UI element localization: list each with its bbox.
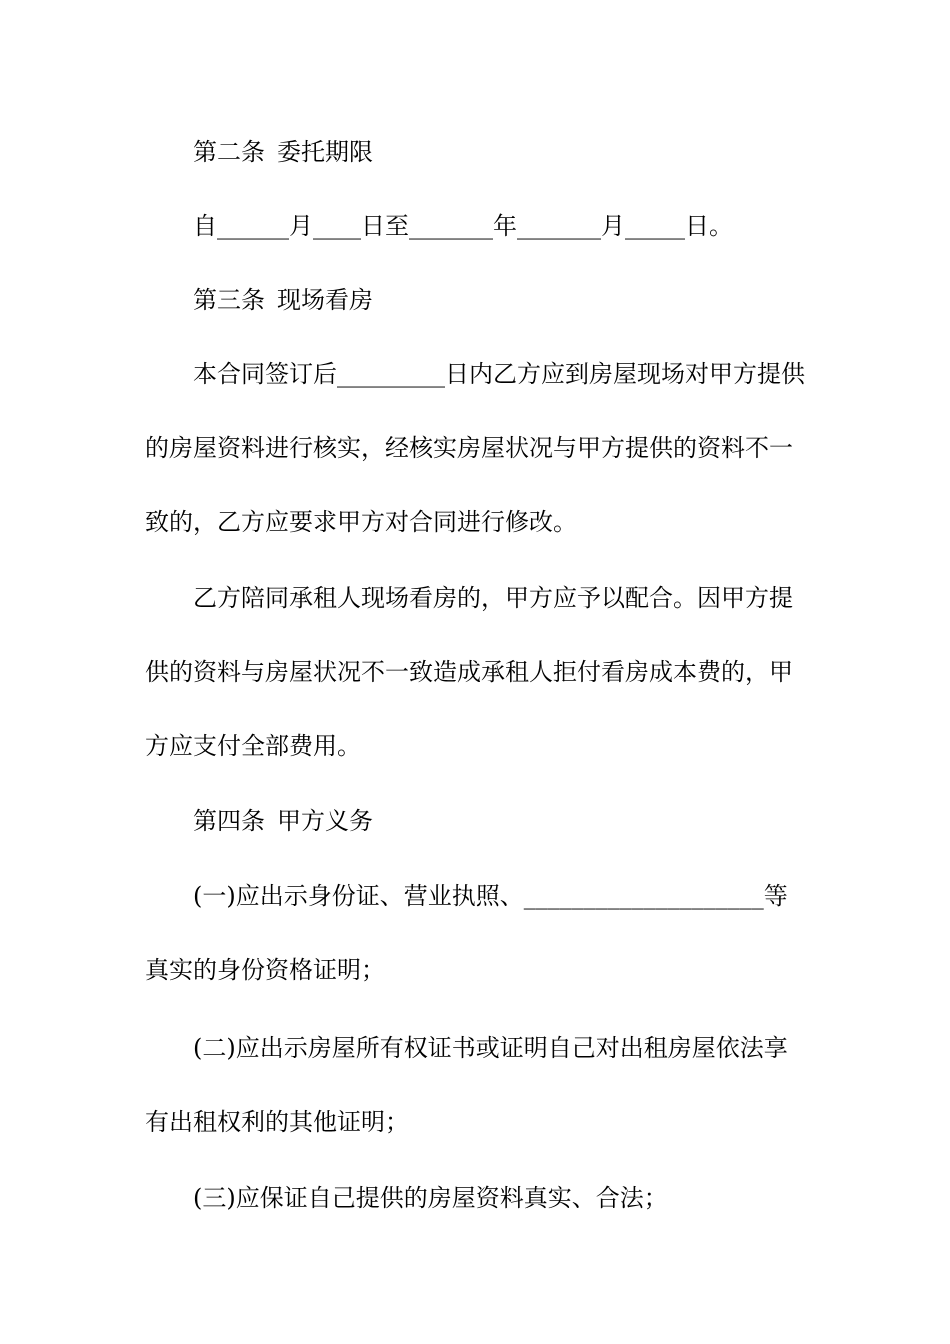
article-3-title: 现场看房 [277, 286, 373, 314]
article-3-para1-line2: 的房屋资料进行核实，经核实房屋状况与甲方提供的资料不一 [145, 434, 793, 462]
article-3-para2-line2: 供的资料与房屋状况不一致造成承租人拒付看房成本费的，甲 [145, 658, 793, 686]
article-3-number: 第三条 [193, 286, 265, 314]
article-2-title: 委托期限 [277, 138, 373, 166]
article-4-item1-line2: 真实的身份资格证明； [145, 956, 385, 984]
article-3-para1-line3: 致的，乙方应要求甲方对合同进行修改。 [145, 508, 577, 536]
article-3-para1-line1: 本合同签订后_________日内乙方应到房屋现场对甲方提供 [193, 360, 805, 388]
article-4-number: 第四条 [193, 807, 265, 835]
article-4-item2-line1: (二)应出示房屋所有权证书或证明自己对出租房屋依法享 [193, 1034, 788, 1062]
article-2-term-line: 自______月____日至_______年_______月_____日。 [193, 212, 733, 240]
article-4-heading [193, 806, 373, 836]
article-2-number: 第二条 [193, 138, 265, 166]
article-4-item2-line2: 有出租权利的其他证明； [145, 1108, 409, 1136]
article-4-item3-line1: (三)应保证自己提供的房屋资料真实、合法； [193, 1184, 668, 1212]
article-3-para2-line3: 方应支付全部费用。 [145, 732, 361, 760]
article-4-item1-line1: (一)应出示身份证、营业执照、____________________等 [193, 882, 788, 910]
article-2-heading [193, 137, 373, 167]
article-4-title: 甲方义务 [277, 807, 373, 835]
article-3-heading [193, 285, 373, 315]
article-3-para2-line1: 乙方陪同承租人现场看房的，甲方应予以配合。因甲方提 [193, 584, 793, 612]
